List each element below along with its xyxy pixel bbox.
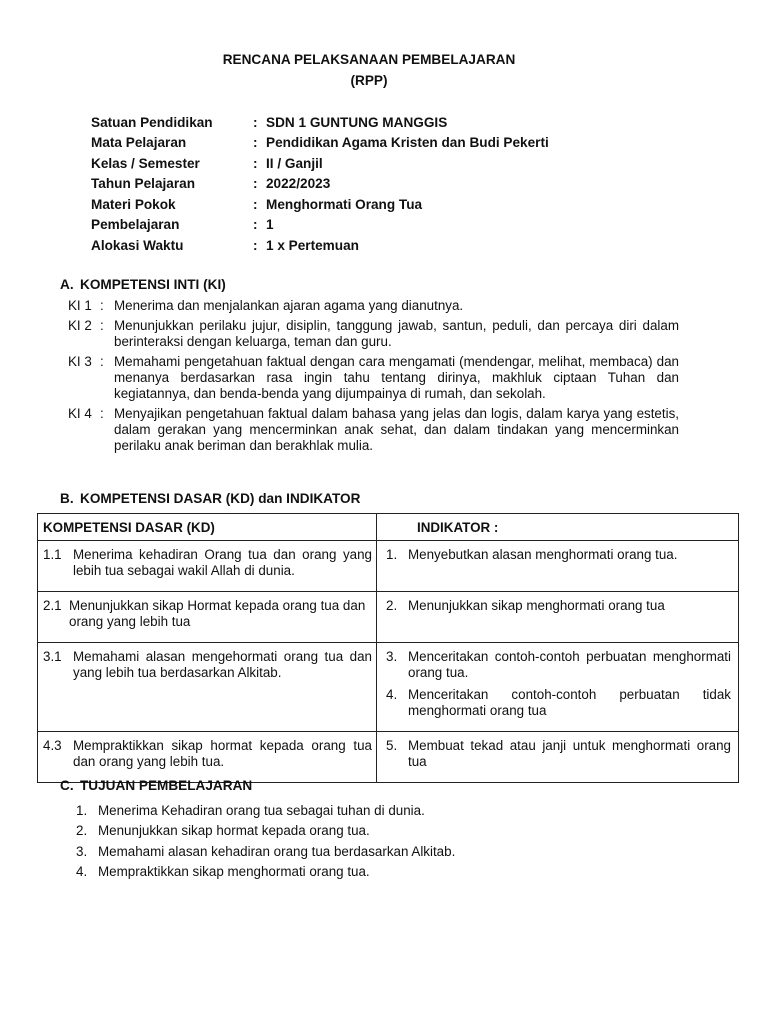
section-b-heading bbox=[60, 491, 360, 506]
info-colon: : bbox=[253, 237, 258, 253]
info-value: 1 bbox=[266, 217, 274, 233]
ki-text: Menerima dan menjalankan ajaran agama yang dianutnya. bbox=[114, 298, 464, 313]
goal-text: Mempraktikkan sikap menghormati orang tua. bbox=[98, 864, 370, 880]
indicator-text: Menunjukkan sikap menghormati orang tua bbox=[408, 598, 665, 613]
ki-list bbox=[68, 298, 679, 458]
section-a-title: KOMPETENSI INTI (KI) bbox=[80, 277, 226, 292]
indicator-item bbox=[386, 547, 731, 563]
list-item bbox=[76, 821, 455, 842]
info-row bbox=[91, 194, 549, 215]
table-header-row bbox=[38, 514, 739, 541]
info-colon: : bbox=[253, 135, 258, 151]
info-row bbox=[91, 153, 549, 174]
info-value: Menghormati Orang Tua bbox=[266, 196, 423, 212]
indicator-text: Menceritakan contoh-contoh perbuatan tidak menghormati orang tua bbox=[408, 687, 731, 718]
indicator-text: Membuat tekad atau janji untuk menghormati orang tua bbox=[408, 738, 731, 769]
ki-colon: : bbox=[100, 406, 104, 421]
kd-cell bbox=[38, 732, 377, 783]
info-value: II / Ganjil bbox=[266, 155, 323, 171]
indicator-number: 2. bbox=[386, 598, 398, 613]
list-item bbox=[76, 841, 455, 862]
info-row bbox=[91, 215, 549, 236]
list-item bbox=[76, 862, 455, 883]
info-colon: : bbox=[253, 217, 258, 233]
table-row bbox=[38, 541, 739, 592]
section-c-heading bbox=[60, 778, 252, 793]
goal-text: Memahami alasan kehadiran orang tua berdasarkan Alkitab. bbox=[98, 843, 456, 859]
goal-number: 1. bbox=[76, 802, 88, 818]
kd-number: 3.1 bbox=[43, 649, 62, 664]
ki-text: Menunjukkan perilaku jujur, disiplin, tanggung jawab, santun, peduli, dan percaya diri dalam berinteraksi dengan keluarga, teman dan guru. bbox=[114, 318, 679, 349]
section-a-letter: A. bbox=[60, 277, 74, 292]
kd-text: Memahami alasan mengehormati orang tua dan yang lebih tua berdasarkan Alkitab. bbox=[73, 649, 372, 680]
ki-code: KI 4 bbox=[68, 406, 92, 421]
ki-item bbox=[68, 298, 679, 314]
info-label: Alokasi Waktu bbox=[91, 237, 184, 253]
section-b-title: KOMPETENSI DASAR (KD) dan INDIKATOR bbox=[80, 491, 361, 506]
ki-item bbox=[68, 318, 679, 350]
ki-code: KI 3 bbox=[68, 354, 92, 369]
kd-item bbox=[43, 547, 372, 579]
kd-number: 2.1 bbox=[43, 598, 62, 613]
goal-text: Menunjukkan sikap hormat kepada orang tua. bbox=[98, 823, 370, 839]
kd-item bbox=[43, 738, 372, 770]
document-title: RENCANA PELAKSANAAN PEMBELAJARAN bbox=[222, 52, 516, 67]
indicator-item bbox=[386, 649, 731, 681]
info-label: Kelas / Semester bbox=[91, 155, 200, 171]
indicator-number: 1. bbox=[386, 547, 398, 562]
goal-number: 4. bbox=[76, 864, 88, 880]
ki-text: Menyajikan pengetahuan faktual dalam bahasa yang jelas dan logis, dalam karya yang estetis, dalam gerakan yang mencerminkan anak sehat, dan dalam tindakan yang mencerminkan perilaku anak beriman dan berakhlak mulia. bbox=[114, 406, 679, 453]
indicator-number: 3. bbox=[386, 649, 398, 664]
indicator-item bbox=[386, 738, 731, 770]
document-subtitle: (RPP) bbox=[350, 73, 388, 88]
indicator-item bbox=[386, 687, 731, 719]
ki-item bbox=[68, 354, 679, 402]
info-block bbox=[91, 112, 549, 256]
section-b-letter: B. bbox=[60, 491, 74, 506]
table-row bbox=[38, 732, 739, 783]
info-label: Materi Pokok bbox=[91, 196, 176, 212]
indicator-cell bbox=[377, 732, 739, 783]
info-label: Satuan Pendidikan bbox=[91, 114, 213, 130]
info-value: Pendidikan Agama Kristen dan Budi Pekerti bbox=[266, 135, 549, 151]
kd-cell bbox=[38, 643, 377, 732]
info-value: SDN 1 GUNTUNG MANGGIS bbox=[266, 114, 448, 130]
info-row bbox=[91, 112, 549, 133]
ki-code: KI 2 bbox=[68, 318, 92, 333]
info-colon: : bbox=[253, 114, 258, 130]
kd-item bbox=[43, 598, 372, 630]
info-colon: : bbox=[253, 176, 258, 192]
ki-item bbox=[68, 406, 679, 454]
info-value: 1 x Pertemuan bbox=[266, 237, 359, 253]
info-label: Pembelajaran bbox=[91, 217, 180, 233]
indicator-text: Menceritakan contoh-contoh perbuatan menghormati orang tua. bbox=[408, 649, 731, 680]
kd-text: Menerima kehadiran Orang tua dan orang yang lebih tua sebagai wakil Allah di dunia. bbox=[73, 547, 372, 578]
list-item bbox=[76, 800, 455, 821]
info-label: Mata Pelajaran bbox=[91, 135, 187, 151]
goal-text: Menerima Kehadiran orang tua sebagai tuhan di dunia. bbox=[98, 802, 425, 818]
ki-text: Memahami pengetahuan faktual dengan cara mengamati (mendengar, melihat, membaca) dan menanya berdasarkan rasa ingin tahu tentang dirinya, makhluk ciptaan Tuhan dan kegiatannya, dan benda-benda yang dijumpainya di rumah, dan sekolah. bbox=[114, 354, 679, 401]
kd-indicator-table bbox=[37, 513, 739, 783]
header-kd: KOMPETENSI DASAR (KD) bbox=[38, 514, 377, 541]
kd-text: Mempraktikkan sikap hormat kepada orang tua dan orang yang lebih tua. bbox=[73, 738, 372, 769]
kd-item bbox=[43, 649, 372, 681]
indicator-number: 4. bbox=[386, 687, 398, 702]
ki-code: KI 1 bbox=[68, 298, 92, 313]
kd-number: 4.3 bbox=[43, 738, 62, 753]
info-row bbox=[91, 174, 549, 195]
table-row bbox=[38, 643, 739, 732]
indicator-cell bbox=[377, 592, 739, 643]
info-colon: : bbox=[253, 196, 258, 212]
info-row bbox=[91, 133, 549, 154]
section-c-title: TUJUAN PEMBELAJARAN bbox=[80, 778, 253, 793]
goal-number: 2. bbox=[76, 823, 88, 839]
info-label: Tahun Pelajaran bbox=[91, 176, 195, 192]
table-row bbox=[38, 592, 739, 643]
info-colon: : bbox=[253, 155, 258, 171]
ki-colon: : bbox=[100, 318, 104, 333]
info-row bbox=[91, 235, 549, 256]
section-a-heading bbox=[60, 277, 226, 292]
kd-cell bbox=[38, 592, 377, 643]
indicator-cell bbox=[377, 643, 739, 732]
section-c-letter: C. bbox=[60, 778, 74, 793]
indicator-item bbox=[386, 598, 731, 614]
goal-number: 3. bbox=[76, 843, 88, 859]
indicator-text: Menyebutkan alasan menghormati orang tua. bbox=[408, 547, 678, 562]
info-value: 2022/2023 bbox=[266, 176, 331, 192]
goal-list bbox=[76, 800, 455, 882]
indicator-cell bbox=[377, 541, 739, 592]
header-indicator: INDIKATOR : bbox=[377, 514, 739, 541]
ki-colon: : bbox=[100, 354, 104, 369]
indicator-number: 5. bbox=[386, 738, 398, 753]
kd-text: Menunjukkan sikap Hormat kepada orang tua dan orang yang lebih tua bbox=[69, 598, 366, 629]
kd-number: 1.1 bbox=[43, 547, 62, 562]
ki-colon: : bbox=[100, 298, 104, 313]
kd-cell bbox=[38, 541, 377, 592]
